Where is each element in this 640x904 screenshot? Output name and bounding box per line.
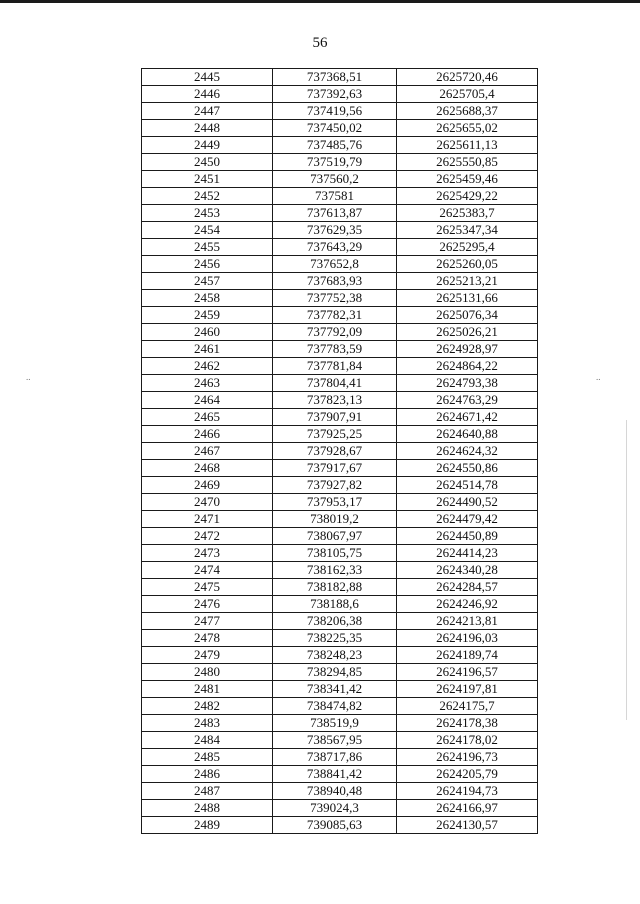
page-number: 56 <box>312 35 328 51</box>
table-row <box>142 205 538 222</box>
table-row <box>142 324 538 341</box>
y-coordinate-cell: 2624450,89 <box>397 528 538 545</box>
y-coordinate-cell: 2624196,03 <box>397 630 538 647</box>
table-row <box>142 443 538 460</box>
table-row <box>142 817 538 834</box>
y-coordinate-cell: 2624514,78 <box>397 477 538 494</box>
table-row <box>142 715 538 732</box>
y-coordinate-cell: 2624864,22 <box>397 358 538 375</box>
y-coordinate-cell: 2625383,7 <box>397 205 538 222</box>
point-number-cell: 2483 <box>142 715 273 732</box>
x-coordinate-cell: 738162,33 <box>273 562 397 579</box>
x-coordinate-cell: 737613,87 <box>273 205 397 222</box>
y-coordinate-cell: 2625347,34 <box>397 222 538 239</box>
table-row <box>142 783 538 800</box>
y-coordinate-cell: 2625026,21 <box>397 324 538 341</box>
table-row <box>142 273 538 290</box>
x-coordinate-cell: 737752,38 <box>273 290 397 307</box>
table-row <box>142 69 538 86</box>
x-coordinate-cell: 738225,35 <box>273 630 397 647</box>
x-coordinate-cell: 737683,93 <box>273 273 397 290</box>
y-coordinate-cell: 2624196,73 <box>397 749 538 766</box>
table-row <box>142 749 538 766</box>
table-row <box>142 120 538 137</box>
point-number-cell: 2445 <box>142 69 273 86</box>
point-number-cell: 2469 <box>142 477 273 494</box>
x-coordinate-cell: 737907,91 <box>273 409 397 426</box>
table-row <box>142 341 538 358</box>
x-coordinate-cell: 739085,63 <box>273 817 397 834</box>
y-coordinate-cell: 2624671,42 <box>397 409 538 426</box>
point-number-cell: 2482 <box>142 698 273 715</box>
x-coordinate-cell: 737925,25 <box>273 426 397 443</box>
table-row <box>142 290 538 307</box>
y-coordinate-cell: 2624793,38 <box>397 375 538 392</box>
x-coordinate-cell: 737581 <box>273 188 397 205</box>
point-number-cell: 2473 <box>142 545 273 562</box>
x-coordinate-cell: 738105,75 <box>273 545 397 562</box>
table-row <box>142 630 538 647</box>
y-coordinate-cell: 2624284,57 <box>397 579 538 596</box>
point-number-cell: 2446 <box>142 86 273 103</box>
x-coordinate-cell: 737629,35 <box>273 222 397 239</box>
y-coordinate-cell: 2625720,46 <box>397 69 538 86</box>
y-coordinate-cell: 2624479,42 <box>397 511 538 528</box>
point-number-cell: 2464 <box>142 392 273 409</box>
point-number-cell: 2457 <box>142 273 273 290</box>
y-coordinate-cell: 2624178,38 <box>397 715 538 732</box>
table-row <box>142 494 538 511</box>
table-row <box>142 800 538 817</box>
y-coordinate-cell: 2625260,05 <box>397 256 538 273</box>
x-coordinate-cell: 738567,95 <box>273 732 397 749</box>
x-coordinate-cell: 737927,82 <box>273 477 397 494</box>
y-coordinate-cell: 2624340,28 <box>397 562 538 579</box>
y-coordinate-cell: 2624550,86 <box>397 460 538 477</box>
x-coordinate-cell: 737419,56 <box>273 103 397 120</box>
point-number-cell: 2481 <box>142 681 273 698</box>
x-coordinate-cell: 738019,2 <box>273 511 397 528</box>
point-number-cell: 2475 <box>142 579 273 596</box>
page-top-border <box>0 0 640 3</box>
table-row <box>142 681 538 698</box>
point-number-cell: 2447 <box>142 103 273 120</box>
y-coordinate-cell: 2624130,57 <box>397 817 538 834</box>
table-row <box>142 103 538 120</box>
point-number-cell: 2477 <box>142 613 273 630</box>
y-coordinate-cell: 2624189,74 <box>397 647 538 664</box>
x-coordinate-cell: 737928,67 <box>273 443 397 460</box>
table-row <box>142 766 538 783</box>
y-coordinate-cell: 2625611,13 <box>397 137 538 154</box>
table-row <box>142 86 538 103</box>
point-number-cell: 2456 <box>142 256 273 273</box>
x-coordinate-cell: 738474,82 <box>273 698 397 715</box>
point-number-cell: 2452 <box>142 188 273 205</box>
point-number-cell: 2449 <box>142 137 273 154</box>
x-coordinate-cell: 738206,38 <box>273 613 397 630</box>
point-number-cell: 2448 <box>142 120 273 137</box>
point-number-cell: 2489 <box>142 817 273 834</box>
y-coordinate-cell: 2625688,37 <box>397 103 538 120</box>
table-row <box>142 664 538 681</box>
table-row <box>142 426 538 443</box>
y-coordinate-cell: 2624490,52 <box>397 494 538 511</box>
y-coordinate-cell: 2624205,79 <box>397 766 538 783</box>
x-coordinate-cell: 738067,97 <box>273 528 397 545</box>
x-coordinate-cell: 737917,67 <box>273 460 397 477</box>
point-number-cell: 2476 <box>142 596 273 613</box>
y-coordinate-cell: 2625705,4 <box>397 86 538 103</box>
point-number-cell: 2467 <box>142 443 273 460</box>
point-number-cell: 2486 <box>142 766 273 783</box>
table-row <box>142 188 538 205</box>
x-coordinate-cell: 737804,41 <box>273 375 397 392</box>
point-number-cell: 2459 <box>142 307 273 324</box>
table-row <box>142 477 538 494</box>
table-row <box>142 613 538 630</box>
y-coordinate-cell: 2624763,29 <box>397 392 538 409</box>
x-coordinate-cell: 738182,88 <box>273 579 397 596</box>
x-coordinate-cell: 737823,13 <box>273 392 397 409</box>
table-row <box>142 460 538 477</box>
y-coordinate-cell: 2624175,7 <box>397 698 538 715</box>
x-coordinate-cell: 737519,79 <box>273 154 397 171</box>
point-number-cell: 2462 <box>142 358 273 375</box>
table-row <box>142 358 538 375</box>
table-row <box>142 256 538 273</box>
table-row <box>142 732 538 749</box>
point-number-cell: 2461 <box>142 341 273 358</box>
x-coordinate-cell: 738248,23 <box>273 647 397 664</box>
table-row <box>142 511 538 528</box>
point-number-cell: 2453 <box>142 205 273 222</box>
table-row <box>142 596 538 613</box>
point-number-cell: 2478 <box>142 630 273 647</box>
y-coordinate-cell: 2625550,85 <box>397 154 538 171</box>
x-coordinate-cell: 737792,09 <box>273 324 397 341</box>
coordinates-table <box>141 68 538 834</box>
point-number-cell: 2472 <box>142 528 273 545</box>
y-coordinate-cell: 2624414,23 <box>397 545 538 562</box>
table-row <box>142 137 538 154</box>
x-coordinate-cell: 737652,8 <box>273 256 397 273</box>
point-number-cell: 2487 <box>142 783 273 800</box>
table-row <box>142 392 538 409</box>
point-number-cell: 2450 <box>142 154 273 171</box>
y-coordinate-cell: 2624246,92 <box>397 596 538 613</box>
table-row <box>142 528 538 545</box>
point-number-cell: 2485 <box>142 749 273 766</box>
x-coordinate-cell: 738294,85 <box>273 664 397 681</box>
point-number-cell: 2479 <box>142 647 273 664</box>
x-coordinate-cell: 737485,76 <box>273 137 397 154</box>
table-row <box>142 239 538 256</box>
table-row <box>142 647 538 664</box>
x-coordinate-cell: 737783,59 <box>273 341 397 358</box>
x-coordinate-cell: 738940,48 <box>273 783 397 800</box>
y-coordinate-cell: 2624196,57 <box>397 664 538 681</box>
point-number-cell: 2460 <box>142 324 273 341</box>
y-coordinate-cell: 2625295,4 <box>397 239 538 256</box>
point-number-cell: 2488 <box>142 800 273 817</box>
y-coordinate-cell: 2625076,34 <box>397 307 538 324</box>
y-coordinate-cell: 2625459,46 <box>397 171 538 188</box>
point-number-cell: 2455 <box>142 239 273 256</box>
point-number-cell: 2470 <box>142 494 273 511</box>
table-row <box>142 698 538 715</box>
y-coordinate-cell: 2624166,97 <box>397 800 538 817</box>
y-coordinate-cell: 2624213,81 <box>397 613 538 630</box>
y-coordinate-cell: 2624197,81 <box>397 681 538 698</box>
x-coordinate-cell: 737392,63 <box>273 86 397 103</box>
table-row <box>142 579 538 596</box>
x-coordinate-cell: 739024,3 <box>273 800 397 817</box>
y-coordinate-cell: 2625429,22 <box>397 188 538 205</box>
x-coordinate-cell: 738841,42 <box>273 766 397 783</box>
x-coordinate-cell: 737953,17 <box>273 494 397 511</box>
scan-edge-line <box>626 420 627 720</box>
point-number-cell: 2463 <box>142 375 273 392</box>
y-coordinate-cell: 2625655,02 <box>397 120 538 137</box>
point-number-cell: 2454 <box>142 222 273 239</box>
point-number-cell: 2474 <box>142 562 273 579</box>
point-number-cell: 2466 <box>142 426 273 443</box>
x-coordinate-cell: 738717,86 <box>273 749 397 766</box>
table-row <box>142 545 538 562</box>
table-row <box>142 409 538 426</box>
y-coordinate-cell: 2624640,88 <box>397 426 538 443</box>
point-number-cell: 2451 <box>142 171 273 188</box>
x-coordinate-cell: 738519,9 <box>273 715 397 732</box>
point-number-cell: 2480 <box>142 664 273 681</box>
x-coordinate-cell: 738188,6 <box>273 596 397 613</box>
point-number-cell: 2465 <box>142 409 273 426</box>
table-row <box>142 307 538 324</box>
coordinates-table-body <box>142 69 538 834</box>
table-row <box>142 222 538 239</box>
y-coordinate-cell: 2624194,73 <box>397 783 538 800</box>
y-coordinate-cell: 2625131,66 <box>397 290 538 307</box>
x-coordinate-cell: 737643,29 <box>273 239 397 256</box>
y-coordinate-cell: 2624178,02 <box>397 732 538 749</box>
left-margin-mark: .. <box>26 372 31 382</box>
x-coordinate-cell: 737782,31 <box>273 307 397 324</box>
point-number-cell: 2468 <box>142 460 273 477</box>
point-number-cell: 2471 <box>142 511 273 528</box>
y-coordinate-cell: 2624928,97 <box>397 341 538 358</box>
point-number-cell: 2484 <box>142 732 273 749</box>
x-coordinate-cell: 737368,51 <box>273 69 397 86</box>
x-coordinate-cell: 737450,02 <box>273 120 397 137</box>
table-row <box>142 171 538 188</box>
x-coordinate-cell: 738341,42 <box>273 681 397 698</box>
table-row <box>142 562 538 579</box>
y-coordinate-cell: 2624624,32 <box>397 443 538 460</box>
x-coordinate-cell: 737781,84 <box>273 358 397 375</box>
table-row <box>142 375 538 392</box>
right-margin-mark: .. <box>596 372 601 382</box>
table-row <box>142 154 538 171</box>
y-coordinate-cell: 2625213,21 <box>397 273 538 290</box>
point-number-cell: 2458 <box>142 290 273 307</box>
x-coordinate-cell: 737560,2 <box>273 171 397 188</box>
